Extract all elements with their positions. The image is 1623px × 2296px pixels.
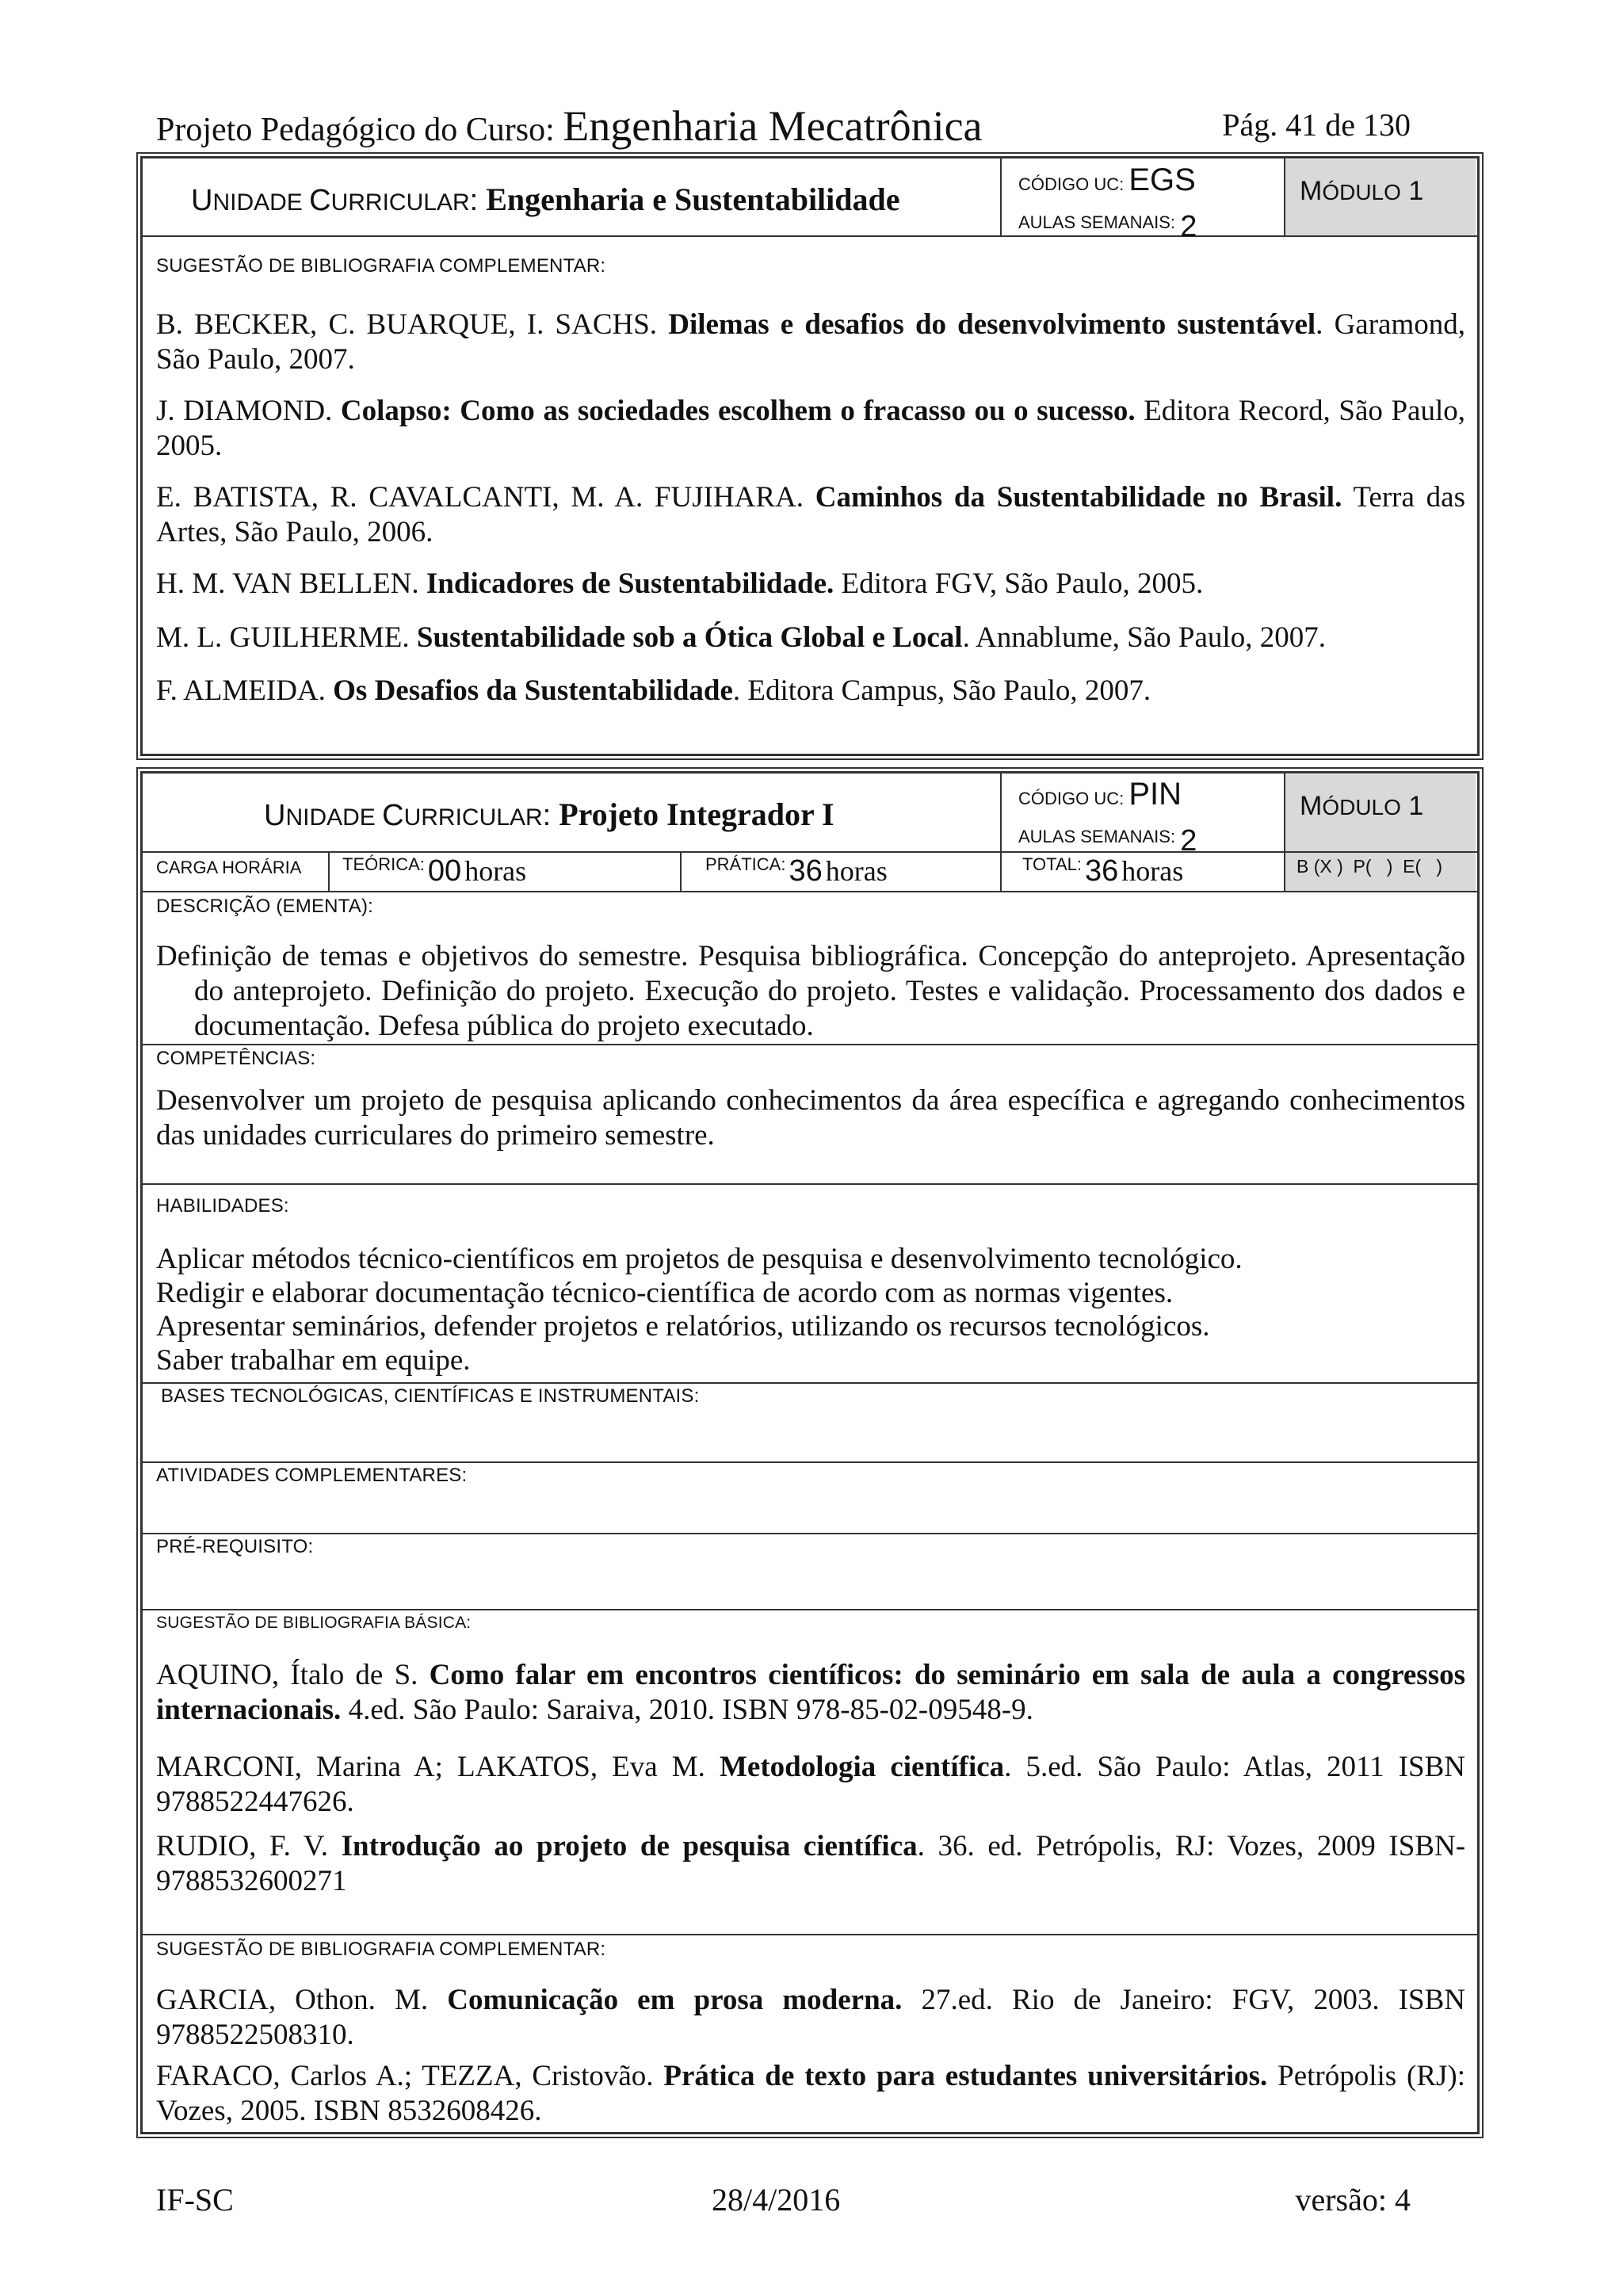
prerequisito-label: PRÉ-REQUISITO:	[156, 1536, 314, 1557]
uc1-bib-item-1: B. BECKER, C. BUARQUE, I. SACHS. Dilemas e desafios do desenvolvimento sustentável. Garamond, São Paulo, 2007.	[156, 308, 1465, 376]
uc1-title: UNIDADE CURRICULAR: Engenharia e Sustentabilidade	[191, 181, 900, 217]
competencias-text: Desenvolver um projeto de pesquisa aplicando conhecimentos da área específica e agregando conhecimentos das unidades curriculares do primeiro semestre.	[156, 1084, 1465, 1152]
teorica-value: 00	[427, 854, 462, 888]
bases-label: BASES TECNOLÓGICAS, CIENTÍFICAS E INSTRUMENTAIS:	[161, 1385, 700, 1407]
uc2-title: UNIDADE CURRICULAR: Projeto Integrador I	[264, 797, 834, 832]
habilidade-2: Redigir e elaborar documentação técnico-científica de acordo com as normas vigentes.	[156, 1277, 1174, 1309]
uc1-modulo: MÓDULO 1	[1300, 176, 1424, 206]
header-page-number: Pág. 41 de 130	[1222, 107, 1411, 143]
uc2-code-label: CÓDIGO UC: PIN	[1018, 777, 1182, 812]
uc1-name: Engenharia e Sustentabilidade	[486, 181, 900, 217]
footer-version: versão: 4	[1295, 2182, 1411, 2218]
uc1-modulo-number: 1	[1408, 176, 1424, 206]
teorica-cell: TEÓRICA: 00 horas	[342, 854, 527, 888]
total-cell: TOTAL: 36 horas	[1022, 854, 1184, 888]
habilidades-label: HABILIDADES:	[156, 1195, 289, 1217]
carga-horaria-label: CARGA HORÁRIA	[156, 858, 302, 877]
uc1-aulas: 2	[1180, 210, 1197, 243]
habilidade-3: Apresentar seminários, defender projetos e relatórios, utilizando os recursos tecnológicos.	[156, 1310, 1210, 1343]
uc2-bib-basica-2: MARCONI, Marina A; LAKATOS, Eva M. Metodologia científica. 5.ed. São Paulo: Atlas, 2011 ISBN 9788522447626.	[156, 1751, 1465, 1818]
competencias-label: COMPETÊNCIAS:	[156, 1048, 316, 1069]
header-prefix: Projeto Pedagógico do Curso:	[156, 112, 563, 148]
uc2-bib-basica-3: RUDIO, F. V. Introdução ao projeto de pesquisa científica. 36. ed. Petrópolis, RJ: Vozes, 2009 ISBN-9788532600271	[156, 1830, 1466, 1897]
document-header-title	[156, 101, 983, 151]
header-course-name: Engenharia Mecatrônica	[563, 102, 983, 150]
pratica-value: 36	[789, 854, 823, 888]
uc2-bib-basica-1: AQUINO, Ítalo de S. Como falar em encontros científicos: do seminário em sala de aula a congressos internacionais. 4.ed. São Paulo: Saraiva, 2010. ISBN 978-85-02-09548-9.	[156, 1659, 1466, 1726]
uc2-modulo: MÓDULO 1	[1300, 791, 1424, 821]
total-value: 36	[1084, 854, 1119, 888]
bpe-checkboxes: B (X ) P( ) E( )	[1296, 856, 1442, 877]
uc2-modulo-number: 1	[1408, 791, 1424, 821]
footer-institution: IF-SC	[156, 2182, 234, 2218]
pratica-cell: PRÁTICA: 36 horas	[705, 854, 888, 888]
descricao-text: Definição de temas e objetivos do semestre. Pesquisa bibliográfica. Concepção do anteprojeto. Apresentação do anteprojeto. Definição do projeto. Execução do projeto. Testes e validação. Processamento dos dados e documentação. Defesa pública do projeto executado.	[156, 940, 1465, 1042]
uc1-bib-item-2: J. DIAMOND. Colapso: Como as sociedades escolhem o fracasso ou o sucesso. Editora Record, São Paulo, 2005.	[156, 395, 1465, 462]
uc1-code: EGS	[1128, 162, 1196, 197]
uc2-bib-complementar-2: FARACO, Carlos A.; TEZZA, Cristovão. Prática de texto para estudantes universitários. Petrópolis (RJ): Vozes, 2005. ISBN 8532608426.	[156, 2060, 1466, 2127]
uc2-aulas: 2	[1180, 824, 1197, 858]
uc1-aulas-label: AULAS SEMANAIS: 2	[1018, 210, 1197, 243]
habilidade-1: Aplicar métodos técnico-científicos em projetos de pesquisa e desenvolvimento tecnológico.	[156, 1243, 1243, 1275]
uc2-name: Projeto Integrador I	[559, 797, 834, 832]
bib-basica-label: SUGESTÃO DE BIBLIOGRAFIA BÁSICA:	[156, 1614, 472, 1632]
atividades-label: ATIVIDADES COMPLEMENTARES:	[156, 1465, 468, 1486]
uc1-bib-item-3: E. BATISTA, R. CAVALCANTI, M. A. FUJIHARA. Caminhos da Sustentabilidade no Brasil. Terra das Artes, São Paulo, 2006.	[156, 481, 1465, 548]
uc2-bib-complementar-1: GARCIA, Othon. M. Comunicação em prosa moderna. 27.ed. Rio de Janeiro: FGV, 2003. ISBN 9788522508310.	[156, 1984, 1465, 2051]
uc2-code: PIN	[1128, 777, 1182, 812]
uc1-bib-item-5: M. L. GUILHERME. Sustentabilidade sob a Ótica Global e Local. Annablume, São Paulo, 2007.	[156, 621, 1326, 654]
descricao-label: DESCRIÇÃO (EMENTA):	[156, 896, 374, 917]
uc2-bib-complementar-label: SUGESTÃO DE BIBLIOGRAFIA COMPLEMENTAR:	[156, 1939, 606, 1960]
uc1-bib-item-4: H. M. VAN BELLEN. Indicadores de Sustentabilidade. Editora FGV, São Paulo, 2005.	[156, 567, 1204, 600]
uc1-code-label: CÓDIGO UC: EGS	[1018, 162, 1196, 197]
footer-date: 28/4/2016	[712, 2182, 841, 2218]
uc1-bib-item-6: F. ALMEIDA. Os Desafios da Sustentabilidade. Editora Campus, São Paulo, 2007.	[156, 674, 1151, 707]
habilidade-4: Saber trabalhar em equipe.	[156, 1344, 471, 1377]
uc2-aulas-label: AULAS SEMANAIS: 2	[1018, 824, 1197, 858]
uc1-bib-complementar-label: SUGESTÃO DE BIBLIOGRAFIA COMPLEMENTAR:	[156, 255, 606, 277]
